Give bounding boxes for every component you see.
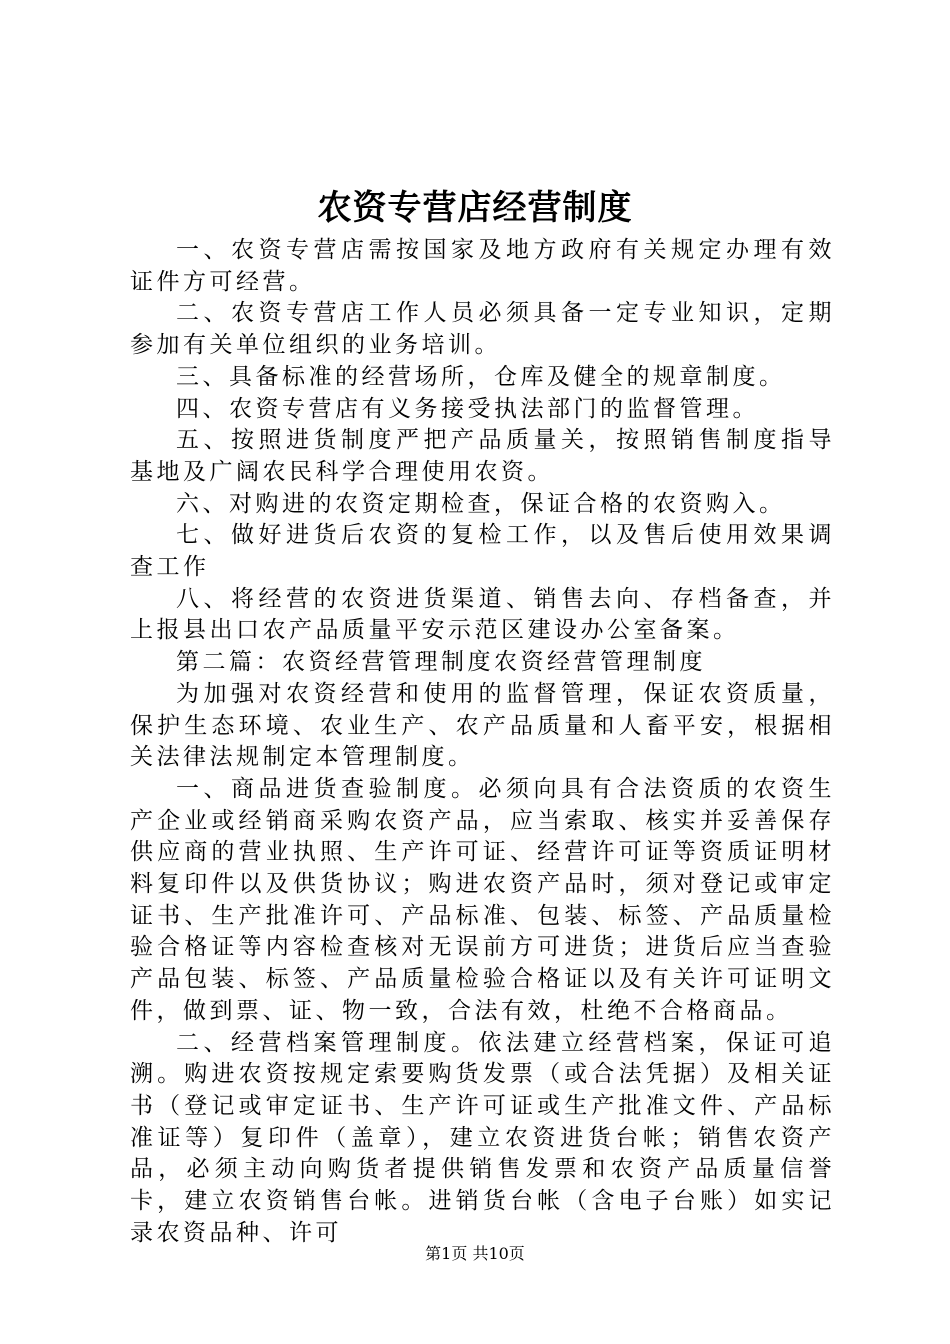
paragraph: 二、经营档案管理制度。依法建立经营档案，保证可追溯。购进农资按规定索要购货发票（或合法凭据）及相关证书（登记或审定证书、生产许可证或生产批准文件、产品标准证等）复印件（盖章），建立农资进货台帐；销售农资产品，必须主动向购货者提供销售发票和农资产品质量信誉卡，建立农资销售台帐。进销货台帐（含电子台账）如实记录农资品种、许可 (130, 1029, 835, 1246)
paragraph: 七、做好进货后农资的复检工作，以及售后使用效果调查工作 (130, 522, 835, 581)
paragraph: 八、将经营的农资进货渠道、销售去向、存档备查，并上报县出口农产品质量平安示范区建设办公室备案。 (130, 585, 835, 644)
paragraph: 六、对购进的农资定期检查，保证合格的农资购入。 (176, 490, 786, 517)
paragraph: 二、农资专营店工作人员必须具备一定专业知识，定期参加有关单位组织的业务培训。 (130, 300, 835, 359)
paragraph: 三、具备标准的经营场所，仓库及健全的规章制度。 (176, 363, 786, 390)
paragraph: 为加强对农资经营和使用的监督管理，保证农资质量，保护生态环境、农业生产、农产品质量和人畜平安，根据相关法律法规制定本管理制度。 (130, 680, 835, 771)
paragraph: 一、农资专营店需按国家及地方政府有关规定办理有效证件方可经营。 (130, 237, 835, 295)
paragraph: 四、农资专营店有义务接受执法部门的监督管理。 (176, 395, 759, 422)
page-footer: 第1页 共10页 (425, 1244, 525, 1263)
paragraph: 五、按照进货制度严把产品质量关，按照销售制度指导基地及广阔农民科学合理使用农资。 (130, 427, 835, 485)
document-body (130, 235, 835, 1250)
paragraph: 一、商品进货查验制度。必须向具有合法资质的农资生产企业或经销商采购农资产品，应当索取、核实并妥善保存供应商的营业执照、生产许可证、经营许可证等资质证明材料复印件以及供货协议；购进农资产品时，须对登记或审定证书、生产批准许可、产品标准、包装、标签、产品质量检验合格证等内容检查核对无误前方可进货；进货后应当查验产品包装、标签、产品质量检验合格证以及有关许可证明文件，做到票、证、物一致，合法有效，杜绝不合格商品。 (130, 775, 835, 1024)
section-heading: 第二篇：农资经营管理制度农资经营管理制度 (176, 649, 706, 676)
document-title: 农资专营店经营制度 (317, 188, 633, 228)
